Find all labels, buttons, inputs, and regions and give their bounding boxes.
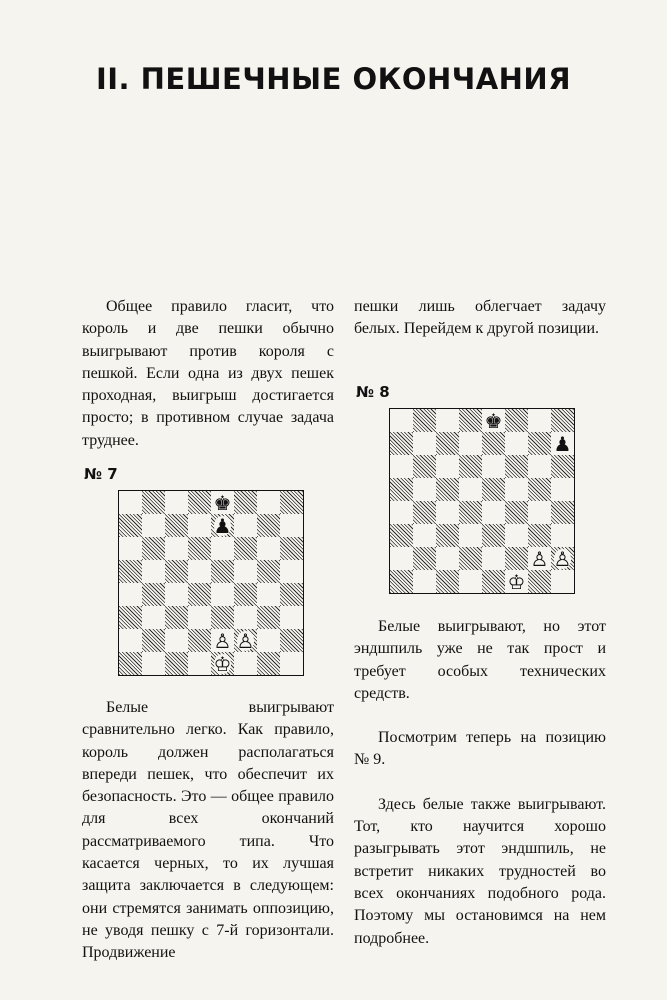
light-square bbox=[505, 478, 528, 501]
light-square bbox=[211, 583, 234, 606]
light-square bbox=[165, 537, 188, 560]
light-square bbox=[436, 409, 459, 432]
paragraph: пешки лишь облегчает задачу белых. Перейдем к другой позиции. bbox=[354, 298, 606, 338]
chessboard-diagram-8 bbox=[389, 408, 575, 594]
dark-square bbox=[390, 570, 413, 593]
light-square bbox=[551, 570, 574, 593]
dark-square bbox=[482, 524, 505, 547]
chessboard-diagram-7 bbox=[118, 490, 304, 676]
white-king-icon: ♔ bbox=[507, 569, 526, 594]
white-king-icon: ♔ bbox=[213, 651, 232, 676]
dark-square bbox=[280, 583, 303, 606]
light-square bbox=[390, 547, 413, 570]
diagram-label-8: № 8 bbox=[356, 383, 390, 401]
dark-square bbox=[142, 629, 165, 652]
dark-square bbox=[551, 455, 574, 478]
dark-square bbox=[528, 524, 551, 547]
dark-square bbox=[119, 652, 142, 675]
dark-square bbox=[257, 560, 280, 583]
light-square bbox=[234, 606, 257, 629]
dark-square bbox=[142, 491, 165, 514]
dark-square bbox=[413, 409, 436, 432]
dark-square bbox=[528, 570, 551, 593]
light-square bbox=[413, 432, 436, 455]
dark-square bbox=[211, 606, 234, 629]
light-square bbox=[528, 455, 551, 478]
dark-square bbox=[482, 478, 505, 501]
dark-square bbox=[482, 432, 505, 455]
dark-square bbox=[390, 524, 413, 547]
dark-square bbox=[188, 537, 211, 560]
light-square bbox=[413, 524, 436, 547]
light-square bbox=[188, 652, 211, 675]
dark-square bbox=[505, 409, 528, 432]
paragraph: Белые выигрывают, но этот эндшпиль уже не так прост и требует особых технических средств. bbox=[354, 618, 606, 702]
white-pawn-icon: ♙ bbox=[213, 628, 232, 653]
dark-square bbox=[459, 455, 482, 478]
dark-square bbox=[436, 432, 459, 455]
light-square bbox=[234, 652, 257, 675]
dark-square bbox=[413, 547, 436, 570]
diagram-label-7: № 7 bbox=[84, 465, 118, 483]
white-pawn-icon: ♙ bbox=[236, 628, 255, 653]
light-square bbox=[459, 478, 482, 501]
light-square bbox=[482, 455, 505, 478]
light-square bbox=[142, 652, 165, 675]
light-square bbox=[257, 583, 280, 606]
light-square bbox=[119, 629, 142, 652]
dark-square bbox=[280, 491, 303, 514]
light-square bbox=[234, 514, 257, 537]
dark-square bbox=[234, 491, 257, 514]
dark-square bbox=[390, 478, 413, 501]
light-square bbox=[280, 560, 303, 583]
dark-square bbox=[436, 570, 459, 593]
dark-square bbox=[119, 606, 142, 629]
paragraph: Посмотрим теперь на позицию № 9. bbox=[354, 729, 606, 769]
light-square bbox=[505, 524, 528, 547]
dark-square bbox=[142, 583, 165, 606]
dark-square bbox=[119, 514, 142, 537]
light-square bbox=[413, 570, 436, 593]
light-square bbox=[482, 547, 505, 570]
dark-square bbox=[234, 537, 257, 560]
black-king-icon: ♚ bbox=[213, 490, 232, 515]
light-square bbox=[119, 583, 142, 606]
light-square bbox=[390, 501, 413, 524]
light-square bbox=[142, 606, 165, 629]
light-square bbox=[257, 537, 280, 560]
dark-square bbox=[505, 455, 528, 478]
dark-square bbox=[413, 501, 436, 524]
black-king-icon: ♚ bbox=[484, 408, 503, 433]
dark-square bbox=[234, 583, 257, 606]
light-square bbox=[482, 501, 505, 524]
light-square bbox=[413, 478, 436, 501]
dark-square bbox=[165, 606, 188, 629]
left-column-text bbox=[82, 697, 334, 965]
light-square bbox=[257, 629, 280, 652]
dark-square bbox=[459, 547, 482, 570]
light-square bbox=[280, 606, 303, 629]
dark-square bbox=[280, 537, 303, 560]
dark-square bbox=[551, 501, 574, 524]
light-square bbox=[505, 432, 528, 455]
dark-square bbox=[436, 478, 459, 501]
dark-square bbox=[390, 432, 413, 455]
black-pawn-icon: ♟ bbox=[553, 431, 572, 456]
white-pawn-icon: ♙ bbox=[553, 546, 572, 571]
dark-square bbox=[188, 629, 211, 652]
light-square bbox=[390, 409, 413, 432]
dark-square bbox=[165, 652, 188, 675]
light-square bbox=[528, 409, 551, 432]
dark-square bbox=[188, 583, 211, 606]
light-square bbox=[165, 583, 188, 606]
dark-square bbox=[505, 547, 528, 570]
dark-square bbox=[165, 514, 188, 537]
dark-square bbox=[528, 478, 551, 501]
light-square bbox=[165, 629, 188, 652]
light-square bbox=[142, 560, 165, 583]
dark-square bbox=[257, 606, 280, 629]
light-square bbox=[280, 514, 303, 537]
light-square bbox=[257, 491, 280, 514]
light-square bbox=[436, 501, 459, 524]
dark-square bbox=[188, 491, 211, 514]
light-square bbox=[119, 537, 142, 560]
light-square bbox=[436, 547, 459, 570]
light-square bbox=[280, 652, 303, 675]
dark-square bbox=[257, 514, 280, 537]
dark-square bbox=[528, 432, 551, 455]
light-square bbox=[551, 478, 574, 501]
light-square bbox=[234, 560, 257, 583]
light-square bbox=[165, 491, 188, 514]
dark-square bbox=[459, 409, 482, 432]
light-square bbox=[188, 560, 211, 583]
page-title: II. ПЕШЕЧНЫЕ ОКОНЧАНИЯ bbox=[95, 62, 572, 96]
light-square bbox=[142, 514, 165, 537]
light-square bbox=[188, 514, 211, 537]
light-square bbox=[436, 455, 459, 478]
dark-square bbox=[165, 560, 188, 583]
white-pawn-icon: ♙ bbox=[530, 546, 549, 571]
black-pawn-icon: ♟ bbox=[213, 513, 232, 538]
dark-square bbox=[142, 537, 165, 560]
dark-square bbox=[413, 455, 436, 478]
dark-square bbox=[280, 629, 303, 652]
dark-square bbox=[459, 501, 482, 524]
dark-square bbox=[257, 652, 280, 675]
light-square bbox=[390, 455, 413, 478]
dark-square bbox=[551, 409, 574, 432]
light-square bbox=[551, 524, 574, 547]
dark-square bbox=[505, 501, 528, 524]
dark-square bbox=[211, 560, 234, 583]
light-square bbox=[459, 432, 482, 455]
dark-square bbox=[436, 524, 459, 547]
light-square bbox=[459, 570, 482, 593]
light-square bbox=[528, 501, 551, 524]
light-square bbox=[188, 606, 211, 629]
right-column-text bbox=[354, 616, 606, 950]
paragraph: Здесь белые также выигрывают. Тот, кто научится хорошо разыгрывать этот эндшпиль, не встретит никаких трудностей во всех окончаниях подобного рода. Поэтому мы остановимся на нем подробнее. bbox=[354, 795, 606, 947]
light-square bbox=[459, 524, 482, 547]
left-column-intro bbox=[82, 296, 334, 452]
paragraph: Белые выигрывают сравнительно легко. Как правило, король должен располагаться впереди пешек, что обеспечит их безопасность. Это — общее правило для всех окончаний рассматриваемого типа. Что касается черных, то их лучшая защита заключается в следующем: они стремятся занимать оппозицию, не уводя пешку с 7-й горизонтали. Продвижение bbox=[82, 699, 334, 962]
dark-square bbox=[119, 560, 142, 583]
right-column-continuation bbox=[354, 296, 606, 341]
paragraph: Общее правило гласит, что король и две пешки обычно выигрывают против короля с пешкой. Если одна из двух пешек проходная, выигрыш достигается просто; в противном случае задача труднее. bbox=[82, 298, 334, 449]
light-square bbox=[119, 491, 142, 514]
dark-square bbox=[482, 570, 505, 593]
light-square bbox=[211, 537, 234, 560]
